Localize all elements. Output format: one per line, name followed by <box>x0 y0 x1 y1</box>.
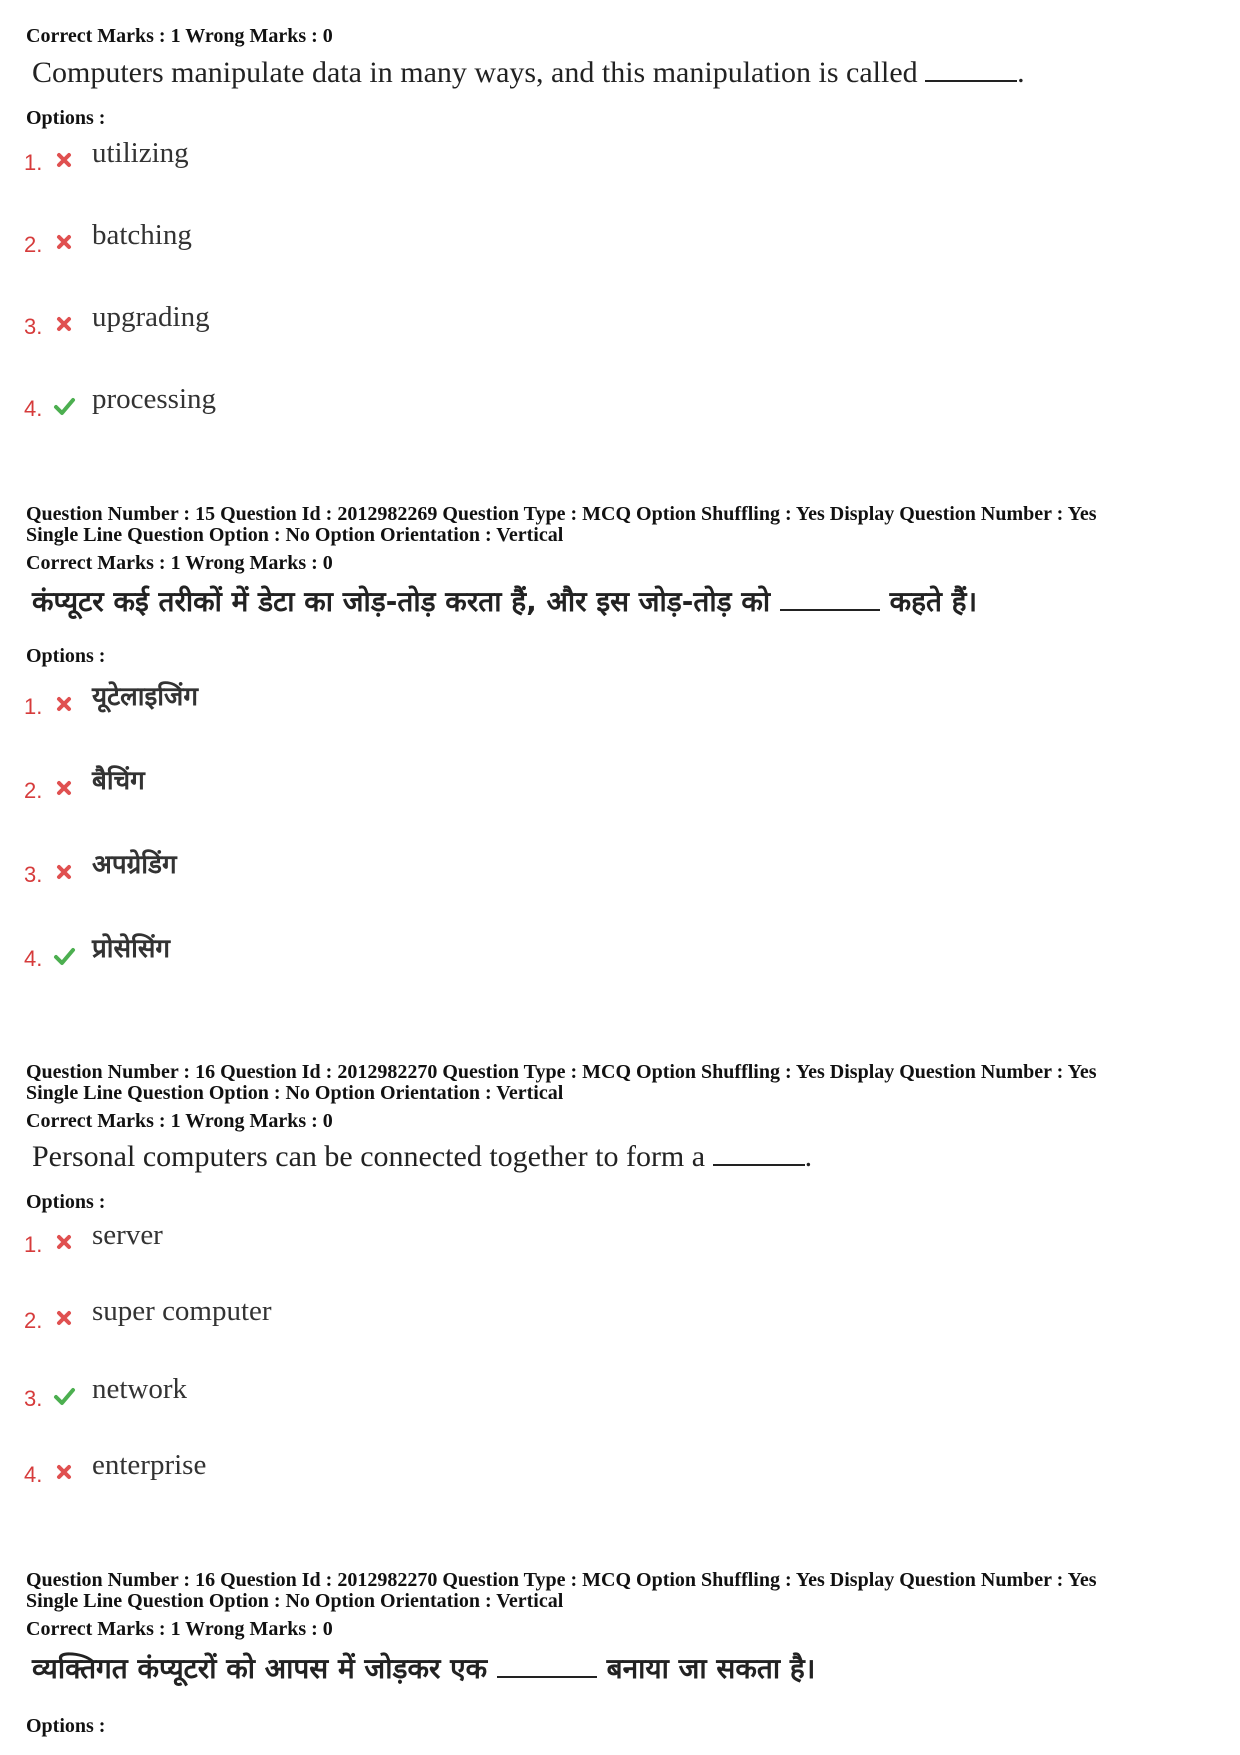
stem-text: Computers manipulate data in many ways, and this manipulation is called <box>32 56 918 89</box>
cross-icon <box>52 230 76 254</box>
stem-end: . <box>1017 56 1025 89</box>
option-number: 4. <box>24 1462 43 1487</box>
question-meta-line-2: Single Line Question Option : No Option Orientation : Vertical <box>26 1082 564 1104</box>
stem-end: कहते हैं। <box>889 585 978 618</box>
stem-text: Personal computers can be connected together to form a <box>32 1140 706 1173</box>
option-number: 1. <box>24 694 43 719</box>
marks-line: Correct Marks : 1 Wrong Marks : 0 <box>26 1618 333 1640</box>
option-text: server <box>92 1219 163 1251</box>
option-number: 2. <box>24 232 43 257</box>
option-number: 3. <box>24 862 43 887</box>
marks-line: Correct Marks : 1 Wrong Marks : 0 <box>26 552 333 574</box>
question-stem <box>32 585 977 619</box>
option-text: upgrading <box>92 301 210 333</box>
check-icon <box>52 1384 76 1408</box>
answer-blank <box>780 585 880 611</box>
option-number: 4. <box>24 396 43 421</box>
check-icon <box>52 944 76 968</box>
stem-text: व्यक्तिगत कंप्यूटरों को आपस में जोड़कर एक <box>32 1652 488 1685</box>
options-label: Options : <box>26 107 106 129</box>
option-text: super computer <box>92 1295 272 1327</box>
option-number: 1. <box>24 1232 43 1257</box>
option-number: 3. <box>24 1386 43 1411</box>
options-label: Options : <box>26 1715 106 1737</box>
cross-icon <box>52 860 76 884</box>
option-text: batching <box>92 219 192 251</box>
question-meta-line-1: Question Number : 16 Question Id : 2012982270 Question Type : MCQ Option Shuffling : Yes Display Question Number : Yes <box>26 1569 1097 1591</box>
cross-icon <box>52 1306 76 1330</box>
option-number: 4. <box>24 946 43 971</box>
question-meta-line-2: Single Line Question Option : No Option Orientation : Vertical <box>26 524 564 546</box>
cross-icon <box>52 1230 76 1254</box>
marks-line: Correct Marks : 1 Wrong Marks : 0 <box>26 1110 333 1132</box>
cross-icon <box>52 776 76 800</box>
answer-blank <box>713 1140 805 1166</box>
question-stem <box>32 1140 812 1174</box>
question-meta-line-1: Question Number : 16 Question Id : 2012982270 Question Type : MCQ Option Shuffling : Yes Display Question Number : Yes <box>26 1061 1097 1083</box>
option-number: 3. <box>24 314 43 339</box>
option-text: यूटेलाइजिंग <box>92 682 198 712</box>
cross-icon <box>52 312 76 336</box>
option-text: utilizing <box>92 137 189 169</box>
option-text: network <box>92 1373 188 1405</box>
marks-line: Correct Marks : 1 Wrong Marks : 0 <box>26 25 333 47</box>
option-number: 1. <box>24 150 43 175</box>
option-text: enterprise <box>92 1449 207 1481</box>
stem-end: . <box>804 1140 813 1173</box>
check-icon <box>52 394 76 418</box>
option-number: 2. <box>24 778 43 803</box>
options-label: Options : <box>26 1191 106 1213</box>
cross-icon <box>52 1460 76 1484</box>
question-meta-line-1: Question Number : 15 Question Id : 2012982269 Question Type : MCQ Option Shuffling : Yes Display Question Number : Yes <box>26 503 1097 525</box>
question-stem <box>32 1652 815 1686</box>
options-label: Options : <box>26 645 106 667</box>
cross-icon <box>52 692 76 716</box>
stem-text: कंप्यूटर कई तरीकों में डेटा का जोड़-तोड़ करता हैं, और इस जोड़-तोड़ को <box>32 585 771 618</box>
cross-icon <box>52 148 76 172</box>
answer-blank <box>497 1652 597 1678</box>
answer-blank <box>925 56 1017 82</box>
question-stem <box>32 56 1025 90</box>
option-text: प्रोसेसिंग <box>92 934 171 964</box>
option-text: processing <box>92 383 217 415</box>
option-text: अपग्रेडिंग <box>92 850 177 880</box>
option-number: 2. <box>24 1308 43 1333</box>
question-meta-line-2: Single Line Question Option : No Option Orientation : Vertical <box>26 1590 564 1612</box>
option-text: बैचिंग <box>92 766 145 796</box>
stem-end: बनाया जा सकता है। <box>606 1652 816 1685</box>
